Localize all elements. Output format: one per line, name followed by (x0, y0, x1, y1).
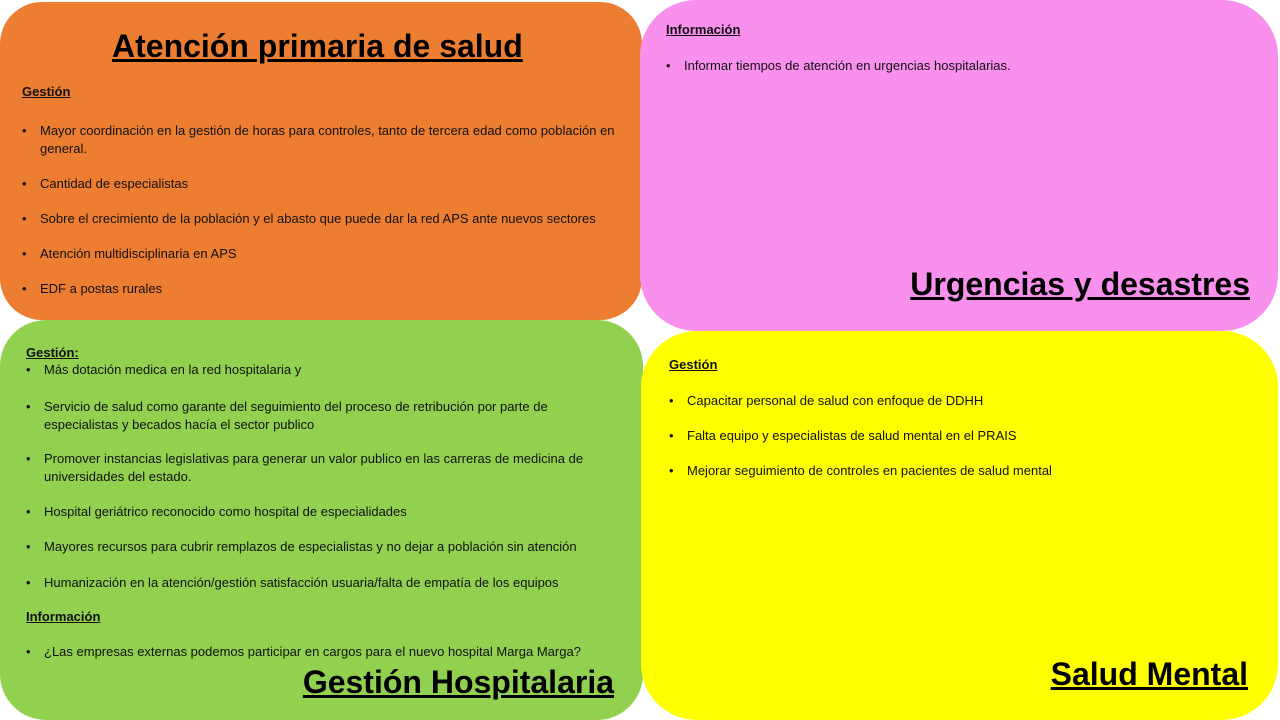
list-item: • Hospital geriátrico reconocido como hospital de especialidades (26, 503, 624, 521)
list-item: • Falta equipo y especialistas de salud mental en el PRAIS (669, 427, 1247, 445)
section-heading-gestion: Gestión (669, 357, 718, 372)
panel-gestion-hospitalaria (0, 320, 643, 720)
section-heading-gestion: Gestión (22, 84, 71, 99)
list-item: • Promover instancias legislativas para generar un valor publico en las carreras de medicina de universidades del estado. (26, 450, 624, 485)
section-heading-informacion: Información (26, 609, 101, 624)
list-item: • Atención multidisciplinaria en APS (22, 245, 630, 263)
panel-title: Gestión Hospitalaria (302, 664, 614, 700)
section-heading-gestion: Gestión: (26, 345, 79, 360)
panel-title: Salud Mental (1050, 656, 1248, 692)
list-item: • Informar tiempos de atención en urgencias hospitalarias. (666, 57, 1244, 75)
list-item: • Servicio de salud como garante del seguimiento del proceso de retribución por parte de especialistas y becados hacía el sector publico (26, 398, 624, 433)
panel-urgencias-desastres (640, 0, 1278, 331)
section-heading-informacion: Información (666, 22, 741, 37)
list-item: • Sobre el crecimiento de la población y el abasto que puede dar la red APS ante nuevos sectores (22, 210, 640, 228)
panel-salud-mental (641, 331, 1278, 720)
list-item: • Mejorar seguimiento de controles en pacientes de salud mental (669, 462, 1247, 480)
list-item: • Mayores recursos para cubrir remplazos de especialistas y no dejar a población sin atención (26, 538, 624, 556)
panel-atencion-primaria (0, 2, 642, 320)
panel-title: Urgencias y desastres (910, 266, 1250, 302)
panel-title: Atención primaria de salud (112, 28, 523, 64)
list-item: • Más dotación medica en la red hospitalaria y (26, 361, 624, 379)
list-item: • Humanización en la atención/gestión satisfacción usuaria/falta de empatía de los equipos (26, 574, 643, 592)
list-item: • ¿Las empresas externas podemos participar en cargos para el nuevo hospital Marga Marga? (26, 643, 634, 661)
list-item: • Capacitar personal de salud con enfoque de DDHH (669, 392, 1247, 410)
list-item: • EDF a postas rurales (22, 280, 630, 298)
list-item: • Mayor coordinación en la gestión de horas para controles, tanto de tercera edad como población en general. (22, 122, 630, 157)
list-item: • Cantidad de especialistas (22, 175, 630, 193)
